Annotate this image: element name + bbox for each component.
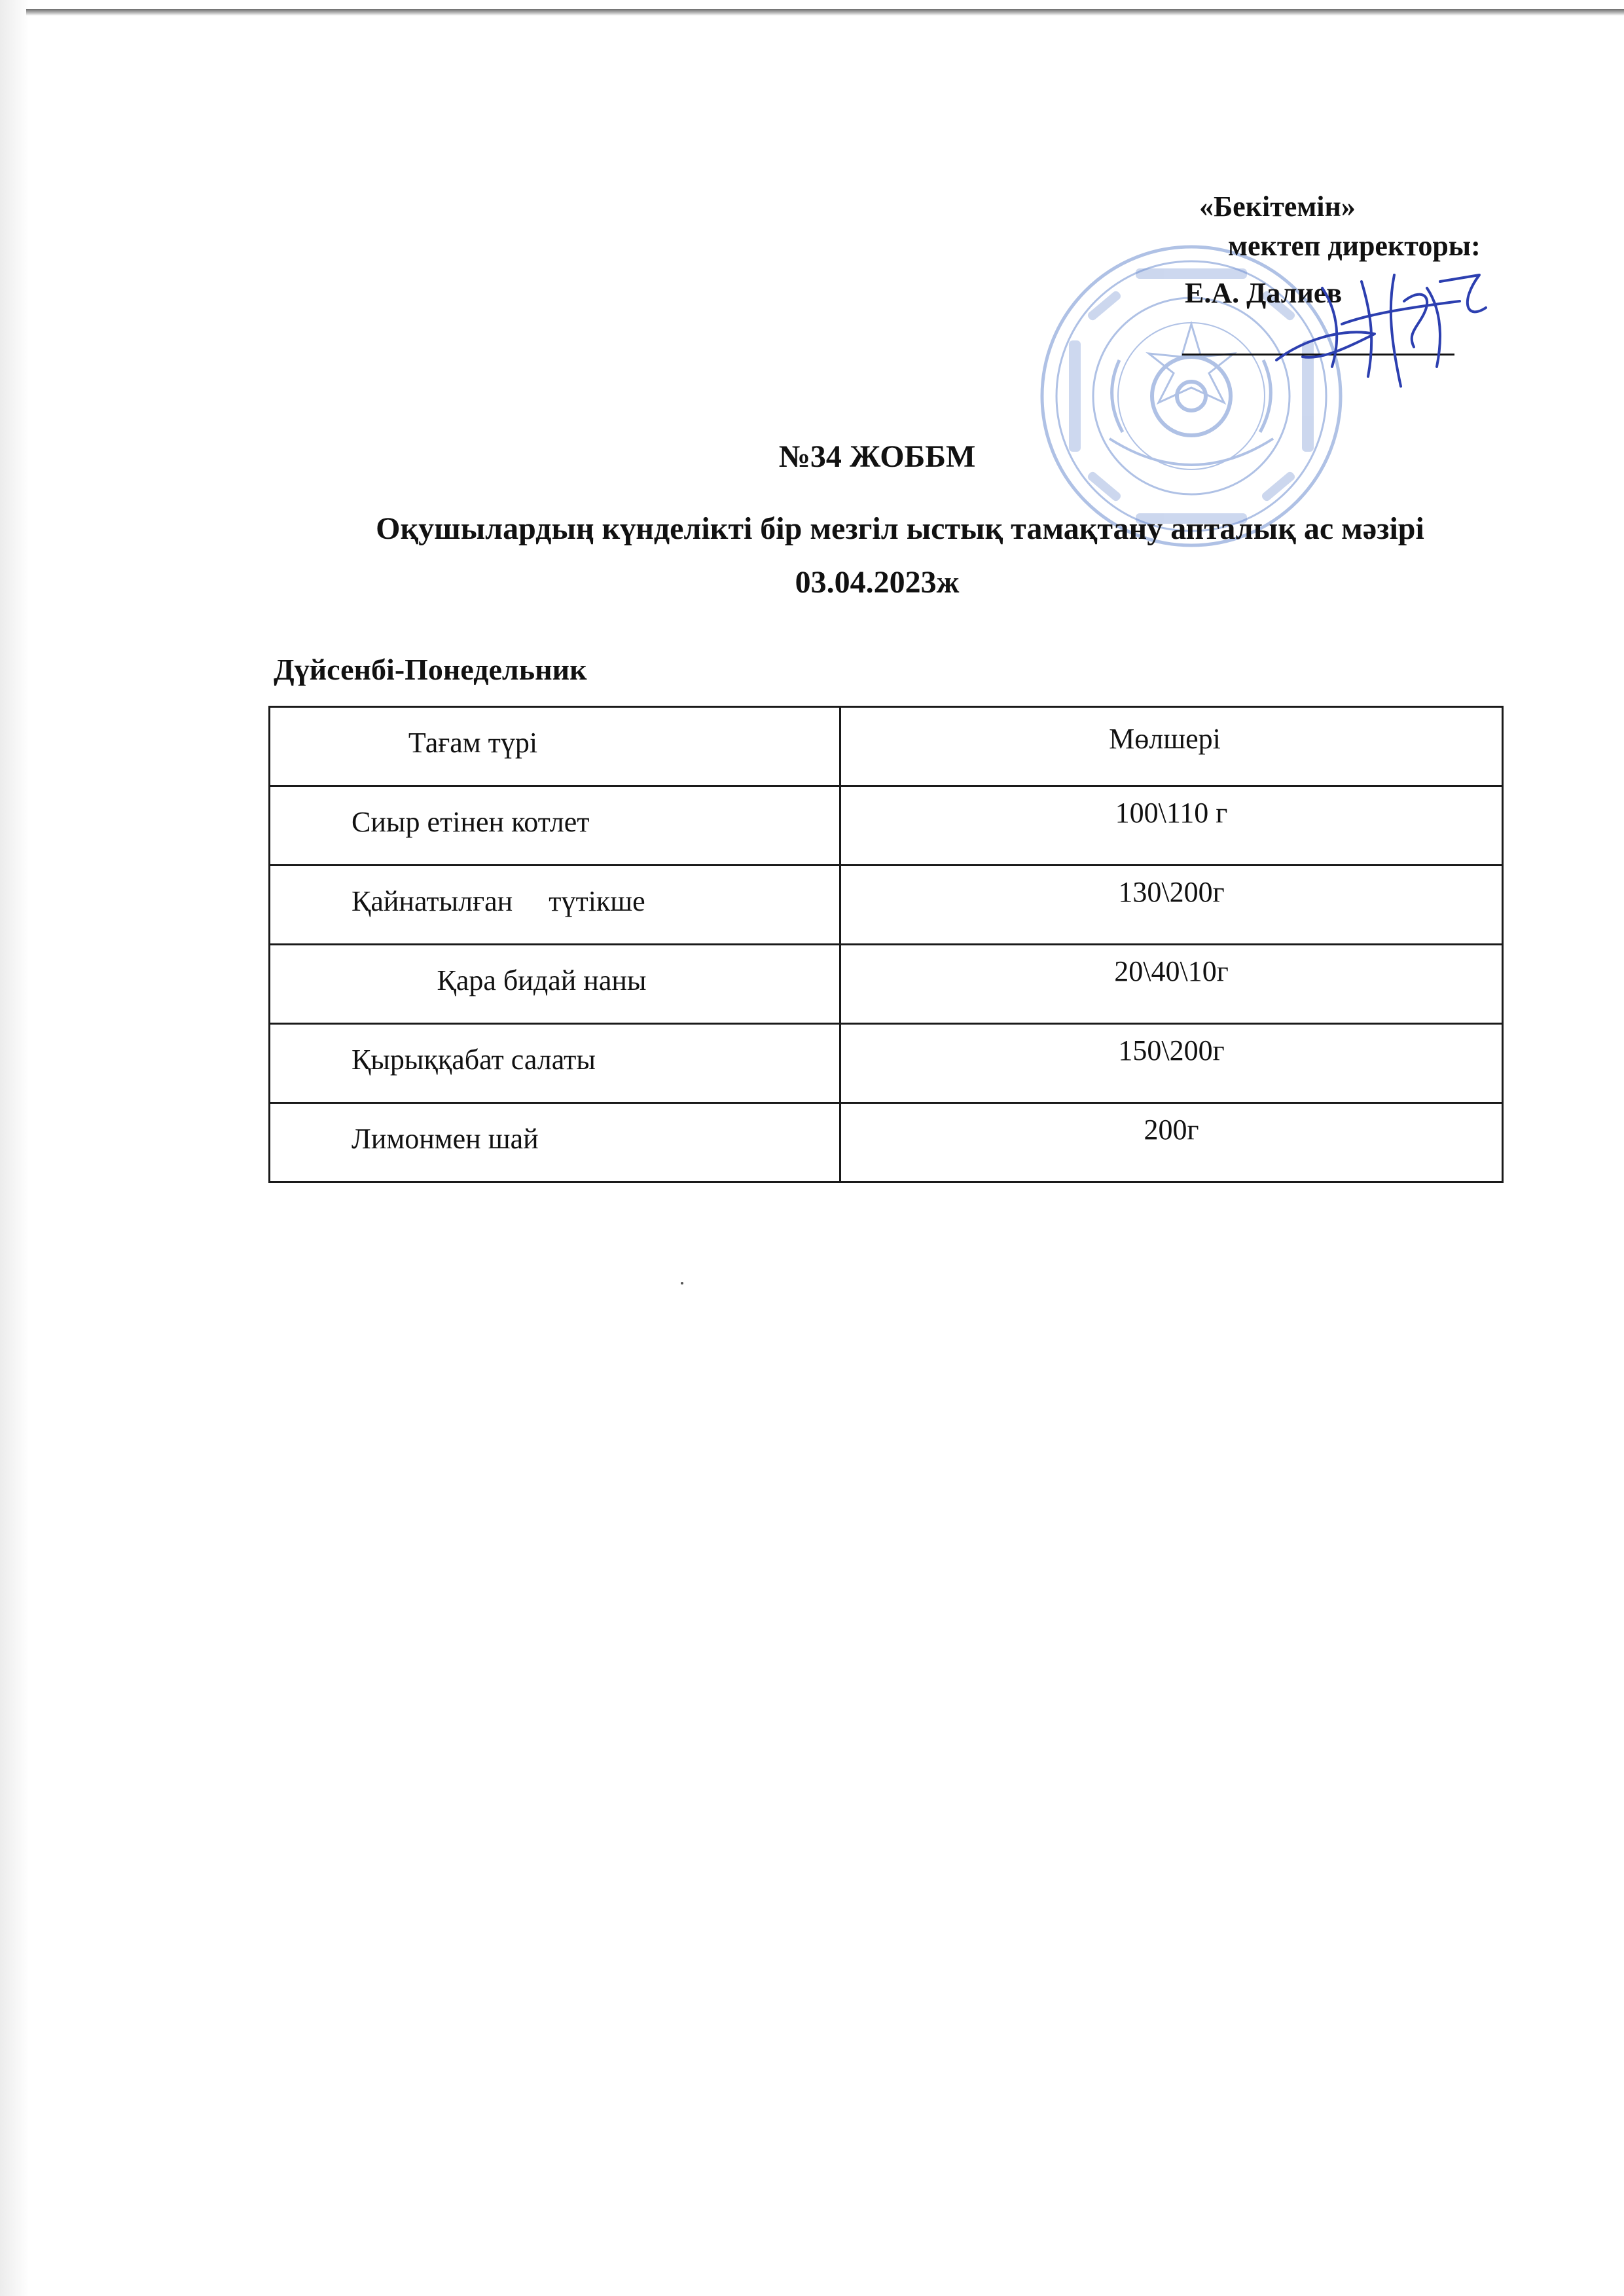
dish-qty-cell bbox=[840, 945, 1503, 1024]
school-name: №34 ЖОББМ bbox=[778, 439, 976, 474]
table-row bbox=[270, 1103, 1503, 1182]
menu-table bbox=[268, 706, 1504, 1183]
document-title: Оқушылардың күнделікті бір мезгіл ыстық тамақтану апталық ас мәзірі bbox=[376, 511, 1424, 546]
scan-edge-top bbox=[26, 9, 1624, 16]
header-dish-type-label: Тағам түрі bbox=[408, 727, 538, 759]
signature bbox=[1263, 262, 1512, 393]
dish-qty: 20\40\10г bbox=[1114, 955, 1229, 987]
header-quantity bbox=[840, 707, 1503, 786]
table-header-row bbox=[270, 707, 1503, 786]
scan-edge-left bbox=[0, 0, 29, 2296]
dish-qty-cell bbox=[840, 1103, 1503, 1182]
dish-qty-cell bbox=[840, 1024, 1503, 1103]
dish-name: Сиыр етінен котлет bbox=[352, 806, 590, 838]
dish-name: Қырыққабат салаты bbox=[352, 1044, 596, 1076]
dish-qty: 100\110 г bbox=[1115, 797, 1228, 829]
dish-name: Лимонмен шай bbox=[352, 1123, 539, 1155]
dish-name-cell bbox=[270, 786, 840, 866]
header-quantity-label: Мөлшері bbox=[1109, 723, 1221, 755]
document-date: 03.04.2023ж bbox=[795, 565, 960, 600]
dish-qty: 150\200г bbox=[1118, 1034, 1225, 1066]
approval-role: мектеп директоры: bbox=[1228, 230, 1481, 262]
table-row bbox=[270, 945, 1503, 1024]
approval-word: «Бекітемін» bbox=[1199, 191, 1356, 223]
dish-qty: 200г bbox=[1144, 1114, 1199, 1146]
dish-qty-cell bbox=[840, 786, 1503, 866]
dish-qty: 130\200г bbox=[1118, 876, 1225, 908]
dish-name: Қара бидай наны bbox=[437, 964, 647, 996]
dish-qty-cell bbox=[840, 866, 1503, 945]
header-dish-type bbox=[270, 707, 840, 786]
dish-name-cell bbox=[270, 1103, 840, 1182]
day-heading: Дүйсенбі-Понедельник bbox=[274, 653, 587, 686]
dish-name-cell bbox=[270, 866, 840, 945]
dish-name-cell bbox=[270, 1024, 840, 1103]
table-row bbox=[270, 1024, 1503, 1103]
table-row bbox=[270, 866, 1503, 945]
dish-name-cell bbox=[270, 945, 840, 1024]
table-row bbox=[270, 786, 1503, 866]
dish-name: Қайнатылған түтікше bbox=[352, 885, 645, 917]
scan-speck bbox=[681, 1282, 683, 1285]
approval-name: Е.А. Далиев bbox=[1185, 277, 1343, 309]
